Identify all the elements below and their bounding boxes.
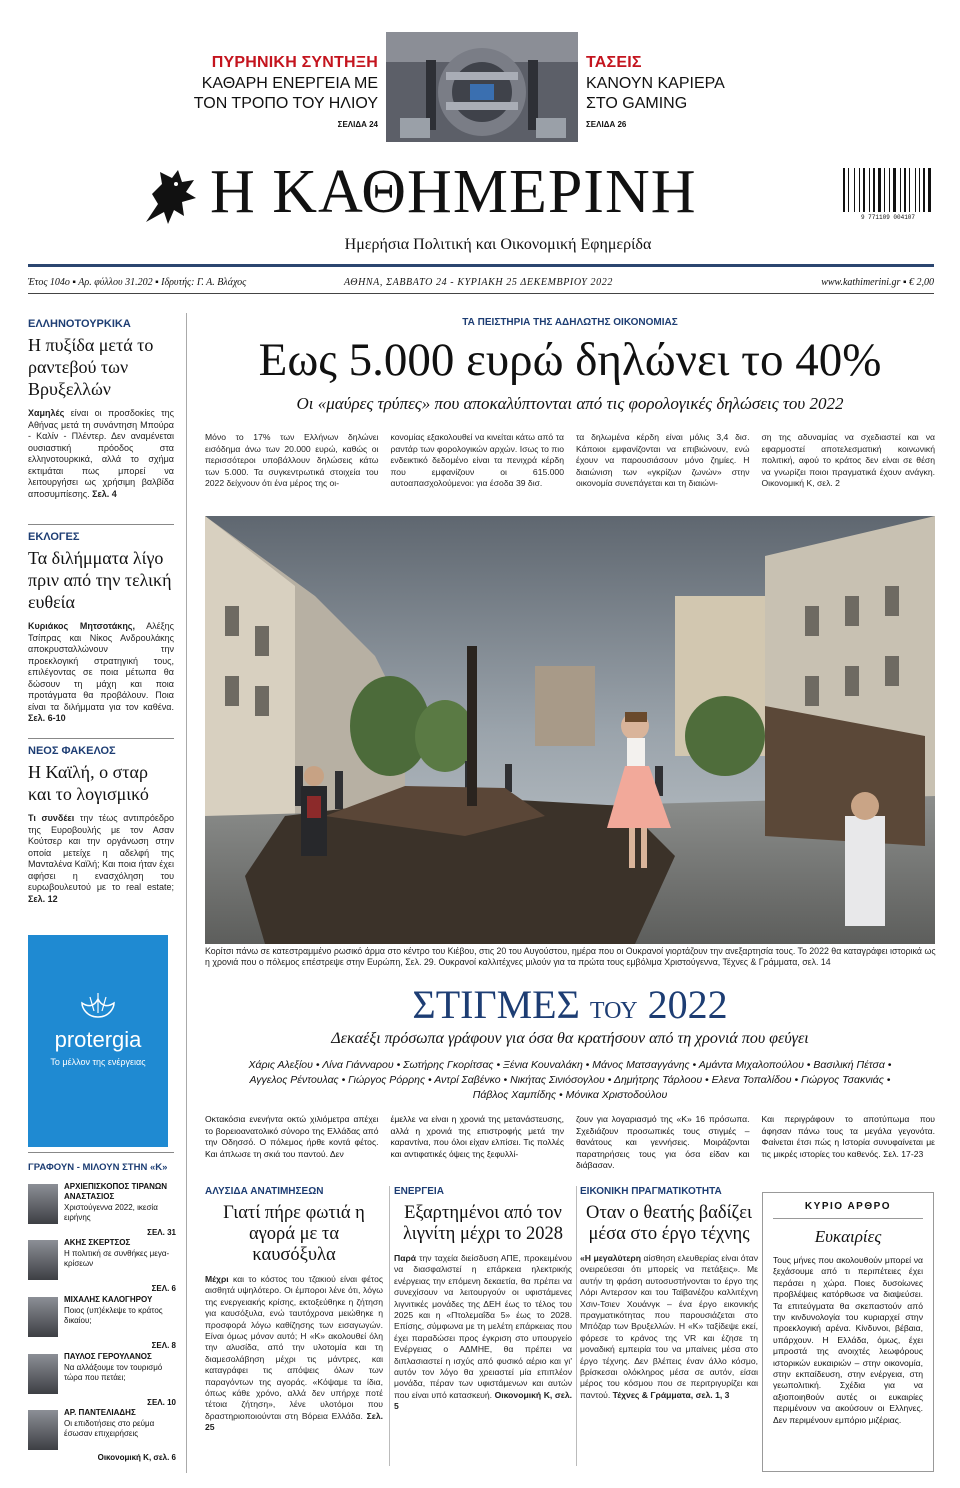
teaser-line: ΚΑΘΑΡΗ ΕΝΕΡΓΕΙΑ ΜΕ [201, 75, 378, 92]
writer-photo [28, 1297, 58, 1337]
divider [28, 524, 174, 525]
barcode-bar [856, 168, 858, 212]
story-headline: Εξαρτημένοι από τον λιγνίτη μέχρι το 2028 [402, 1203, 563, 1244]
contributor-names: Χάρις Αλεξίου • Λίνα Γιάνναρου • Σωτήρης Γκορίτσας • Ξένια Κουναλάκη • Μάνος Ματσαγγάνης • Αμάντα Μιχαλοπούλου • Βασιλική Πέτσα • Αγγελος Ρέντουλας • Γιώργος Ρόρρης • Αντρί Σαβένκο • Νικήτας Σινιόσογλου • Δημήτρης Τάρλοου • Ελενα Τοπαλίδου • Γιώργος Τσακνιάς • Πάβλος Χαμπίδης • Μόνικα Χριστοδούλου [248, 1059, 892, 1101]
page-ref: Σελ. 4 [92, 488, 117, 499]
story-text: την τέως αντιπρόεδρο της Ευροβουλής με τον Ασαν Κούτσερ και την οργάνωση στην οποία μετείχε η αδελφή της Μανταλένα Καϊλή; Και ποια ήταν έχει αφήσει η ενασχόληση του ευρωβουλευτού με το real estate; [28, 813, 175, 892]
barcode-digits: 9 771109 004107 [860, 214, 915, 221]
story-category: ΕΚΛΟΓΕΣ [28, 531, 80, 543]
teaser-line: ΚΑΝΟΥΝ ΚΑΡΙΕΡΑ [586, 75, 725, 92]
editorial-headline: Ευκαιρίες [814, 1227, 882, 1246]
writer-name: ΑΚΗΣ ΣΚΕΡΤΣΟΣ [64, 1238, 131, 1247]
story-lead: Κυριάκος Μητσοτάκης, [28, 621, 135, 631]
writer-item[interactable] [28, 1182, 176, 1237]
barcode-bar [897, 168, 899, 212]
story-headline: Η πυξίδα μετά το ραντεβού των Βρυξελλών [28, 335, 154, 399]
writer-page-ref: Οικονομική Κ, σελ. 6 [97, 1453, 176, 1462]
sidebar-story-elections[interactable] [28, 531, 174, 725]
page-ref: Τέχνες & Γράμματα, σελ. 1, 3 [612, 1389, 730, 1400]
writer-page-ref: ΣΕΛ. 8 [151, 1341, 176, 1350]
story-category: ΕΝΕΡΓΕΙΑ [394, 1186, 444, 1197]
barcode-bar [850, 168, 853, 212]
barcode-bar [866, 168, 869, 212]
newspaper-subtitle: Ημερήσια Πολιτική και Οικονομική Εφημερίδα [344, 236, 652, 253]
story-body [28, 408, 174, 500]
story-lignite[interactable] [394, 1186, 572, 1413]
writer-topic: Η πολιτική σε συνθήκες μεγα-κρίσεων [64, 1249, 170, 1268]
barcode-bar [921, 168, 922, 212]
barcode-bar [893, 168, 896, 212]
masthead-rule [28, 264, 934, 267]
photo-caption: Κορίτσι πάνω σε κατεστραμμένο ρωσικό άρμα στο κέντρο του Κιέβου, στις 20 του Αυγούστου, ημέρα που οι Ουκρανοί γιορτάζουν την ανεξαρτησία τους. Το 2022 θα καταγράφει ιστορικά ως η χρονιά που ο πόλεμος επέστρεψε στην Ευρώπη, Σελ. 29. Ουκρανοί καλλιτέχνες μιλούν για τα πρώτα τους εμβόλιμα Χριστούγεννα, Τέχνες & Γράμματα, σελ. 14 [205, 946, 936, 967]
writer-item[interactable] [28, 1408, 176, 1468]
barcode-bars [843, 168, 933, 212]
story-virtual-reality[interactable] [580, 1186, 758, 1401]
column-divider [389, 1186, 390, 1466]
story-lead: Παρά [394, 1253, 417, 1263]
teaser-photo-reactor [386, 32, 578, 142]
barcode-bar [889, 168, 890, 212]
editorial-label: ΚΥΡΙΟ ΑΡΘΡΟ [804, 1201, 892, 1212]
ad-tagline: Το μέλλον της ενέργειας [50, 1057, 146, 1067]
teaser-gaming[interactable] [586, 32, 786, 142]
writer-photo [28, 1410, 58, 1450]
issue-info-row [28, 277, 934, 291]
divider [28, 1152, 174, 1153]
story-text: και το κόστος του τζακιού είναι φέτος αισθητά υψηλότερο. Οι έμποροι λένε ότι, λόγω της ενεργειακής κρίσης, εκτοξεύθηκε η ζήτηση για καυσόξυλα, ενώ ταυτόχρονα μειώθηκε η προσφορά λόγω καθίζησης των εισαγωγών. Είναι όμως μόνον αυτό; Η «Κ» ακολουθεί όλη την αλυσίδα, από την υλοτομία και τη διαμεσολάβηση μέχρι τις μάντρες, και καταγράφει τις απόψεις όλων των παραγόντων της αγοράς. «Κόψαμε τα ίδια, όπως κάθε χρόνο, αλλά δεν υπήρχε ποτέ τέτοια ζήτηση», λένε υλοτόμοι που δραστηριοποιούνται στη Βόρεια Ελλάδα. [205, 1274, 383, 1421]
writer-topic: Ποιος (υπ)έκλεψε το κράτος δικαίου; [64, 1306, 163, 1325]
writer-page-ref: ΣΕΛ. 31 [147, 1228, 176, 1237]
writer-item[interactable] [28, 1352, 176, 1407]
story-headline: Οταν ο θεατής βαδίζει μέσα στο έργο τέχνης [586, 1203, 752, 1244]
page-ref: Σελ. 12 [28, 893, 58, 904]
ad-brand: protergia [54, 1027, 142, 1052]
barcode-bar [902, 168, 903, 212]
page-ref: Σελ. 25 [205, 1410, 383, 1433]
moments-title-year: 2022 [647, 982, 728, 1027]
barcode-bar [919, 168, 920, 212]
lead-column: τα δηλωμένα κέρδη είναι μόλις 3,4 δισ. Κάποιοι εμφανίζονται να επιβιώνουν, ενώ έχουν να παρουσιάσουν μόνο ζημίες. Η διαιώνιση των «γκρίζων ζωνών» στην οικονομία συνεπάγεται και τη διαιώνι- [576, 432, 750, 488]
barcode-bar [848, 168, 849, 212]
story-text: είναι οι προσδοκίες της Αθήνας μετά τη συνάντηση Μπούρα - Καλίν - Πλέντερ. Δεν αναμένεται ουσιαστική πρόοδος στα ελληνοτουρκικά, αλλά το σχήμα εκτιμάται πως μπορεί να λειτουργήσει ως χρήσιμη βαλβίδα αποσυμπίεσης. [28, 408, 174, 499]
barcode-bar [843, 168, 845, 212]
teaser-page: ΣΕΛΙΔΑ 26 [586, 120, 627, 129]
divider [28, 738, 174, 739]
teaser-page: ΣΕΛΙΔΑ 24 [337, 120, 378, 129]
barcode-bar [923, 168, 925, 212]
story-lead: «Η μεγαλύτερη [580, 1253, 641, 1263]
lead-kicker: ΤΑ ΠΕΙΣΤΗΡΙΑ ΤΗΣ ΑΔΗΛΩΤΗΣ ΟΙΚΟΝΟΜΙΑΣ [462, 317, 678, 328]
moments-headline[interactable] [200, 980, 940, 1036]
kyiv-tank-photo [205, 516, 935, 944]
story-headline: Η Καϊλή, ο σταρ και το λογισμικό [28, 762, 149, 804]
website-price[interactable]: www.kathimerini.gr ▪ € 2,00 [821, 277, 934, 288]
protergia-ad[interactable] [28, 935, 168, 1147]
barcode-bar [932, 168, 933, 212]
story-category: ΝΕΟΣ ΦΑΚΕΛΟΣ [28, 745, 116, 757]
story-text: την ταχεία διείσδυση ΑΠΕ, προκειμένου να διασφαλιστεί η επάρκεια ηλεκτρικής ενέργειας την επόμενη δεκαετία, θα πρέπει να συνεχίσουν να λειτουργούν οι υφιστάμενες λιγνιτικές μονάδες της ΔΕΗ έως το τέλος του 2025 και η «Πτολεμαΐδα 5» έως το 2028. Επίσης, σύμφωνα με τη μελέτη επάρκειας που έχει παραδώσει προς έγκριση στο υπουργείο Ενέργειας ο ΑΔΜΗΕ, θα πρέπει να διπλασιαστεί η ισχύς από φυσικό αέριο και γι' αυτόν τον λόγο θα χρειαστεί μία επιπλέον μονάδα, πέραν των υφιστάμενων και αυτών που είναι υπό κατασκευή. [394, 1253, 572, 1400]
page-ref: Οικονομική Κ, σελ. 5 [394, 1389, 572, 1412]
writer-item[interactable] [28, 1295, 176, 1350]
lead-subheadline: Οι «μαύρες τρύπες» που αποκαλύπτονται από τις φορολογικές δηλώσεις του 2022 [296, 394, 844, 413]
barcode-bar [859, 168, 860, 212]
writer-topic: Να αλλάξουμε τον τουρισμό τώρα που πετάει; [64, 1363, 163, 1382]
story-lead: Μέχρι [205, 1274, 229, 1284]
barcode-bar [854, 168, 855, 212]
barcode-bar [884, 168, 885, 212]
sidebar-story-kaili[interactable] [28, 745, 174, 905]
story-category: ΕΙΚΟΝΙΚΗ ΠΡΑΓΜΑΤΙΚΟΤΗΤΑ [580, 1186, 722, 1197]
teaser-line: ΤΟΝ ΤΡΟΠΟ ΤΟΥ ΗΛΙΟΥ [193, 95, 378, 112]
issue-number: Έτος 104ο ▪ Αρ. φύλλου 31.202 ▪ Ιδρυτής: Γ. Α. Βλάχος [28, 277, 247, 288]
writer-photo [28, 1184, 58, 1224]
story-body [28, 621, 174, 725]
barcode-bar [916, 168, 918, 212]
moments-column: έμελλε να είναι η χρονιά της μετανάστευσης, αλλά η χρονιά της επιστροφής μετά την καραντίνα, που όλοι είχαν ελπίσει. Τις πολλές και αντιφατικές όψεις της ξεφυλλί- [390, 1114, 564, 1159]
story-body [28, 813, 174, 905]
editorial-rule [773, 1218, 923, 1219]
barcode-bar [846, 168, 847, 212]
lead-body [205, 432, 935, 490]
barcode-bar [928, 168, 931, 212]
issue-date: ΑΘΗΝΑ, ΣΑΒΒΑΤΟ 24 - ΚΥΡΙΑΚΗ 25 ΔΕΚΕΜΒΡΙΟΥ 2022 [344, 277, 613, 288]
story-body [205, 1274, 383, 1434]
story-category: ΑΛΥΣΙΔΑ ΑΝΑΤΙΜΗΣΕΩΝ [205, 1186, 324, 1197]
writer-name: ΑΡ. ΠΑΝΤΕΛΙΑΔΗΣ [64, 1408, 136, 1417]
barcode-bar [871, 168, 872, 212]
barcode-bar [900, 168, 901, 212]
story-lead: Τι συνδέει [28, 813, 75, 823]
teaser-kicker: ΤΑΣΕΙΣ [586, 54, 642, 71]
barcode-bar [863, 168, 865, 212]
writer-topic: Χριστούγεννα 2022, ικεσία ειρήνης [64, 1203, 158, 1222]
barcode-bar [878, 168, 881, 212]
moments-column: ζουν για λογαριασμό της «Κ» 16 πρόσωπα. Σχεδιάζουν προσωπικές τους στιγμές – θανάτους και γεννήσεις. Μοιράζονται παρατηρήσεις τους για όσα είδαν και διάβασαν. [576, 1114, 750, 1170]
story-text: αίσθηση ελευθερίας είναι όταν ονειρεύεσαι ότι μπορείς να πετάξεις». Με αυτήν τη φράση αυτοσυστήνονται το έργο της Λόρι Αντερσον και του Ταϊβανέζου καλλιτέχνη Χσιν-Τσιεν Χουάνγκ – ένα έργο εικονικής πραγματικότητας που παρουσιάζεται στο Μπόζαρ των Βρυξελλών. Η «Κ» ταξίδεψε εκεί, φόρεσε το κράνος της VR και έζησε τη μοναδική εμπειρία του να μπαίνεις μέσα στο έργο τέχνης. Δεν βλέπεις έναν άλλο κόσμο, βρίσκεσαι ολόκληρος μέσα σε αυτόν, είσαι μέρος του κόσμου που σε περιτριγυρίζει και παντού. [580, 1253, 758, 1400]
lead-headline[interactable]: Εως 5.000 ευρώ δηλώνει το 40% [258, 334, 882, 386]
barcode-bar [891, 168, 892, 212]
writer-item[interactable] [28, 1238, 176, 1293]
moments-title-small: ΤΟΥ [589, 998, 638, 1024]
newspaper-title: Η ΚΑΘΗΜΕΡΙΝΗ [210, 158, 697, 226]
teaser-line: ΣΤΟ GAMING [586, 95, 688, 112]
lead-column: ση της αδυναμίας να σχεδιαστεί και να εφαρμοστεί αποτελεσματική κοινωνική πολιτική, αφού το κράτος δεν είναι σε θέση να γνωρίζει ποιοι πραγματικά έχουν ανάγκη. Οικονομική Κ, σελ. 2 [761, 432, 935, 488]
story-firewood[interactable] [205, 1186, 383, 1434]
editorial-body: Τους μήνες που ακολουθούν μπορεί να ξεχάσουμε από τι περιπέτειες έχει περάσει η χώρα. Ποιες δυσοίωνες προβλέψεις κατόρθωσε να διαψεύσει. Τα επιτεύγματα θα σκεπαστούν από την κινδυνολογία του κυριαρχεί στην προεκλογική αρένα. Κίνδυνοι, βέβαια, υπάρχουν. Η Ελλάδα, όμως, έχει μπροστά της ανοιχτές λεωφόρους ιστορικών ευκαιριών – στην οικονομία, στην εκπαίδευση, στην ενέργεια, στη γεωπολιτική. Σχέδια για να αξιοποιηθούν αυτές οι ευκαιρίες περιμένουν να ακούσουν οι Ελληνες. Δεν περιμένουν εμπόριο μιζέριας. [773, 1255, 923, 1425]
story-headline: Τα διλήμματα λίγο πριν από την τελική ευθεία [28, 548, 172, 612]
writer-page-ref: ΣΕΛ. 6 [151, 1284, 176, 1293]
column-divider [186, 313, 187, 1473]
moments-column: Οκτακόσια ενενήντα οκτώ χιλιόμετρα απέχει το βορειοανατολικό σύνορο της Ελλάδας από την Οδησσό. Ο πόλεμος ήρθε κοντά φέτος. Και άπλωσε τη σκιά του παντού. Δεν [205, 1114, 379, 1159]
story-lead: Χαμηλές [28, 408, 65, 418]
barcode [843, 168, 933, 228]
barcode-bar [915, 168, 916, 212]
story-body [580, 1253, 758, 1401]
info-rule [28, 293, 934, 294]
writers-section-title: ΓΡΑΦΟΥΝ - ΜΙΛΟΥΝ ΣΤΗΝ «Κ» [28, 1162, 168, 1173]
protergia-logo-icon [78, 989, 118, 1019]
writer-name: ΠΑΥΛΟΣ ΓΕΡΟΥΛΑΝΟΣ [64, 1352, 152, 1361]
writer-name: ΜΙΧΑΛΗΣ ΚΑΛΟΓΗΡΟΥ [64, 1295, 153, 1304]
moments-subheadline: Δεκαέξι πρόσωπα γράφουν για όσα θα κρατήσουν από τη χρονιά που φεύγει [331, 1030, 809, 1047]
moments-title-word: ΣΤΙΓΜΕΣ [412, 982, 580, 1027]
column-divider [576, 1186, 577, 1466]
barcode-bar [873, 168, 875, 212]
barcode-bar [886, 168, 888, 212]
moments-body [205, 1114, 935, 1170]
writer-page-ref: ΣΕΛ. 10 [147, 1398, 176, 1407]
lead-column: κονομίας εξακολουθεί να κινείται κάτω από τα ραντάρ των φορολογικών αρχών. Ισως το πιο ενδεικτικό δεδομένο είναι τα πενιχρά κέρδη που εμφανίζουν οι 615.000 αυτοαπασχολούμενοι: για έσοδα 39 δισ. [390, 432, 564, 488]
barcode-bar [904, 168, 906, 212]
barcode-bar [926, 168, 927, 212]
barcode-bar [911, 168, 914, 212]
writer-topic: Οι επιδοτήσεις στο ρεύμα έσωσαν επιχειρήσεις [64, 1419, 155, 1438]
barcode-bar [869, 168, 870, 212]
sidebar-story-greek-turkish[interactable] [28, 318, 174, 500]
editorial-box[interactable] [762, 1192, 934, 1472]
story-body [394, 1253, 572, 1413]
griffin-logo-icon [138, 164, 200, 230]
writer-name: ΑΡΧΙΕΠΙΣΚΟΠΟΣ ΤΙΡΑΝΩΝ ΑΝΑΣΤΑΣΙΟΣ [64, 1182, 168, 1201]
writer-photo [28, 1240, 58, 1280]
page-ref: Σελ. 6-10 [28, 713, 66, 723]
teaser-fusion[interactable] [160, 32, 378, 142]
barcode-bar [882, 168, 883, 212]
story-headline: Γιατί πήρε φωτιά η αγορά με τα καυσόξυλα [223, 1203, 365, 1265]
story-category: ΕΛΛΗΝΟΤΟΥΡΚΙΚΑ [28, 318, 131, 330]
barcode-bar [876, 168, 877, 212]
barcode-bar [907, 168, 908, 212]
moments-column: Και περιγράφουν το αποτύπωμα που άφησαν πάνω τους τα μεγάλα γεγονότα. Φαίνεται έτσι πώς η Ιστορία συνυφαίνεται με τις μικρές ιστορίες του καθενός. Σελ. 17-23 [761, 1114, 935, 1159]
story-text: Αλέξης Τσίπρας και Νίκος Ανδρουλάκης αποκρυσταλλώνουν την προεκλογική στρατηγική τους, επιλέγοντας σε ποια μέτωπα θα δώσουν τη μάχη και ποια προτάγματα θα προβάλουν. Ποια είναι τα διλήμματα για τον καθένα. [28, 621, 174, 712]
writer-photo [28, 1354, 58, 1394]
barcode-bar [861, 168, 862, 212]
barcode-bar [909, 168, 910, 212]
lead-column: Μόνο το 17% των Ελλήνων δηλώνει εισόδημα άνω των 20.000 ευρώ, καθώς οι περισσότεροι υποβάλλουν δηλώσεις κάτω των 5.000. Τα συγκεντρωτικά στοιχεία του 2022 δείχνουν ότι ένα μέρος της οι- [205, 432, 379, 488]
teaser-kicker: ΠΥΡΗΝΙΚΗ ΣΥΝΤΗΞΗ [211, 54, 378, 71]
